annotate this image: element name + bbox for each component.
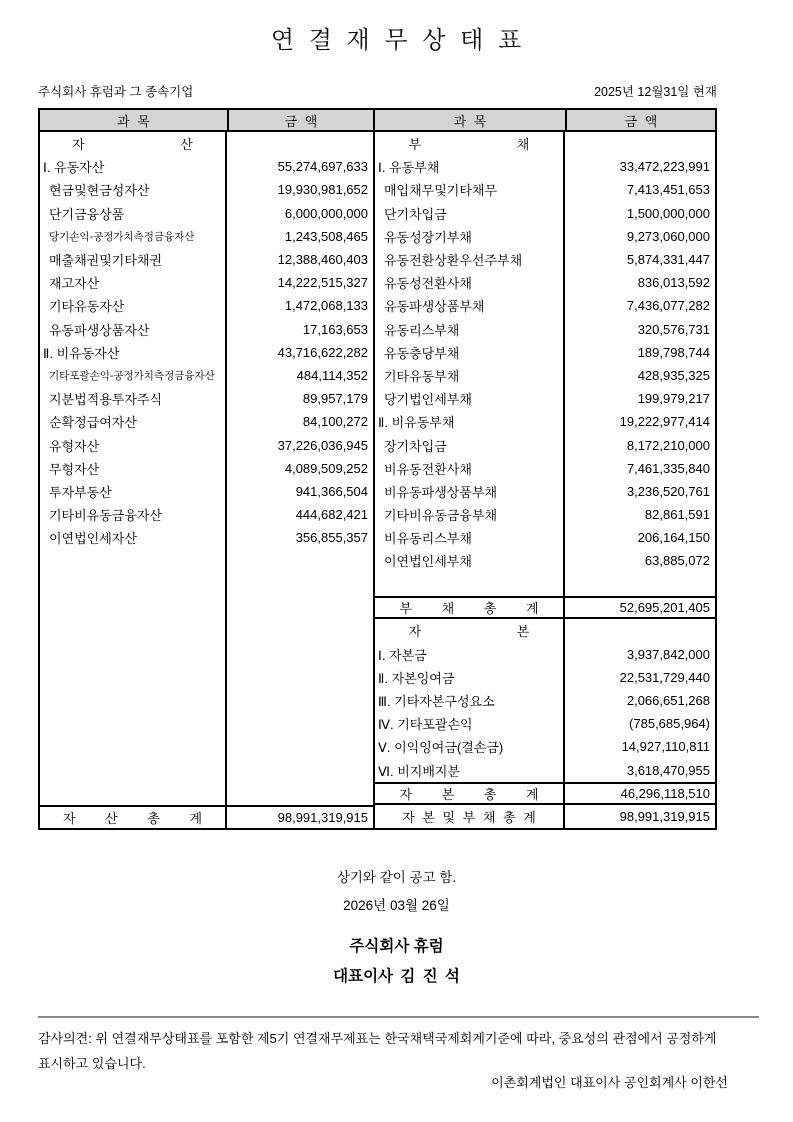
liabilities-total-row (375, 596, 715, 619)
table-row (375, 433, 715, 456)
row-label: 당기법인세부채 (375, 387, 565, 410)
row-label: 기타유동자산 (40, 294, 227, 317)
liabilities-section-header (375, 132, 715, 155)
row-value (227, 132, 373, 155)
table-row (375, 178, 715, 201)
row-value: 941,366,504 (295, 483, 368, 499)
row-value: 55,274,697,633 (277, 159, 368, 175)
table-row (375, 225, 715, 248)
row-value: 6,000,000,000 (284, 205, 368, 221)
row-value (565, 132, 715, 155)
assets-total-row (40, 805, 373, 828)
row-value: 43,716,622,282 (277, 344, 368, 360)
row-value: 1,472,068,133 (284, 298, 368, 314)
row-label: 유동성전환사채 (375, 271, 565, 294)
column-header-amount-left: 금 액 (229, 110, 375, 130)
row-label: Ⅳ. 기타포괄손익 (375, 712, 565, 735)
row-value: 37,226,036,945 (277, 437, 368, 453)
table-row (40, 294, 373, 317)
row-value (227, 549, 373, 804)
row-value: 89,957,179 (302, 391, 368, 407)
row-value: 8,172,210,000 (626, 437, 710, 453)
table-row (40, 433, 373, 456)
row-value: 206,164,150 (637, 530, 710, 546)
row-value: 22,531,729,440 (619, 669, 710, 685)
announcement-date: 2026년 03월 26일 (343, 898, 450, 913)
assets-column (40, 132, 375, 828)
row-label: 유동전환상환우선주부채 (375, 248, 565, 271)
row-value: 4,089,509,252 (284, 460, 368, 476)
row-value: 12,388,460,403 (277, 252, 368, 268)
signature-company: 주식회사 휴럼 (349, 938, 444, 955)
row-label: Ⅵ. 비지배지분 (375, 758, 565, 781)
table-row (40, 364, 373, 387)
row-label: 단기차입금 (375, 202, 565, 225)
table-row (375, 549, 715, 572)
row-label: 매입채무및기타채무 (375, 178, 565, 201)
row-value (565, 619, 715, 642)
row-value (565, 573, 715, 597)
row-value: 98,991,319,915 (619, 808, 710, 824)
assets-section-header (40, 132, 373, 155)
table-row (375, 271, 715, 294)
row-value: 7,413,451,653 (626, 182, 710, 198)
row-label: 자 산 (40, 132, 227, 155)
spacer-row (375, 573, 715, 597)
row-label: 비유동전환사채 (375, 457, 565, 480)
table-row (375, 202, 715, 225)
row-label: 이연법인세부채 (375, 549, 565, 572)
row-value: 82,861,591 (644, 507, 710, 523)
column-header-account-right: 과 목 (375, 110, 567, 130)
row-label: 투자부동산 (40, 480, 227, 503)
row-label: 이연법인세자산 (40, 526, 227, 549)
row-label: 순확정급여자산 (40, 410, 227, 433)
table-row (40, 202, 373, 225)
table-row (375, 387, 715, 410)
liabilities-equity-column (375, 132, 715, 828)
row-value: 5,874,331,447 (626, 252, 710, 268)
row-label: Ⅰ. 유동자산 (40, 155, 227, 178)
audit-opinion-text: 감사의견: 위 연결재무상태표를 포함한 제5기 연결재무제표는 한국채택국제회계기준에 따라, 중요성의 관점에서 공정하게 표시하고 있습니다. (38, 1031, 717, 1071)
table-row (40, 503, 373, 526)
table-row (375, 318, 715, 341)
table-header-row (40, 110, 715, 132)
table-row (40, 341, 373, 364)
row-label: 부 채 총 계 (375, 598, 565, 617)
row-label: Ⅴ. 이익잉여금(결손금) (375, 735, 565, 758)
row-value: 1,500,000,000 (626, 205, 710, 221)
row-label: 유동충당부채 (375, 341, 565, 364)
table-row (375, 480, 715, 503)
row-value: 484,114,352 (296, 367, 368, 383)
table-row (40, 178, 373, 201)
table-row (375, 526, 715, 549)
row-label: 자 산 총 계 (40, 807, 227, 828)
row-label: 장기차입금 (375, 433, 565, 456)
table-row (375, 294, 715, 317)
table-row (375, 364, 715, 387)
table-row (375, 248, 715, 271)
row-value: 3,236,520,761 (626, 483, 710, 499)
row-value: 189,798,744 (637, 344, 710, 360)
table-row (40, 526, 373, 549)
table-row (375, 503, 715, 526)
row-label: 자 본 및 부 채 총 계 (375, 805, 565, 828)
row-label: 유동파생상품자산 (40, 318, 227, 341)
row-value: 19,222,977,414 (619, 414, 710, 430)
row-label: 부 채 (375, 132, 565, 155)
row-label: 자 본 총 계 (375, 784, 565, 803)
row-value: 7,461,335,840 (626, 460, 710, 476)
row-value: 3,937,842,000 (626, 646, 710, 662)
row-label: 유동성장기부채 (375, 225, 565, 248)
row-value: 199,979,217 (637, 391, 710, 407)
table-row (40, 248, 373, 271)
row-value: 428,935,325 (637, 367, 710, 383)
table-row (375, 712, 715, 735)
table-row (375, 457, 715, 480)
row-value: 14,927,110,811 (621, 739, 710, 755)
row-label: Ⅰ. 자본금 (375, 643, 565, 666)
row-value: 33,472,223,991 (619, 159, 710, 175)
row-value: 19,930,981,652 (277, 182, 368, 198)
footer-divider (38, 1016, 759, 1018)
subheader (38, 82, 717, 100)
row-label: 기타포괄손익-공정가치측정금융자산 (40, 364, 227, 387)
row-value: 356,855,357 (295, 530, 368, 546)
table-row (375, 341, 715, 364)
row-value: 52,695,201,405 (619, 600, 710, 616)
spacer-row (40, 549, 373, 804)
row-value: 98,991,319,915 (277, 809, 368, 825)
equity-total-row (375, 782, 715, 805)
table-row (40, 318, 373, 341)
row-label: Ⅱ. 자본잉여금 (375, 666, 565, 689)
table-row (375, 735, 715, 758)
row-value: 3,618,470,955 (626, 762, 710, 778)
row-value: 444,682,421 (295, 507, 368, 523)
row-value: 63,885,072 (644, 553, 710, 569)
table-row (375, 410, 715, 433)
row-label: 유형자산 (40, 433, 227, 456)
row-label: Ⅱ. 비유동부채 (375, 410, 565, 433)
table-row (375, 689, 715, 712)
row-value: (785,685,964) (629, 716, 710, 732)
company-line: 주식회사 휴럼과 그 종속기업 (38, 85, 194, 99)
row-label (375, 573, 565, 597)
table-row (40, 387, 373, 410)
row-value: 7,436,077,282 (626, 298, 710, 314)
row-label: 무형자산 (40, 457, 227, 480)
row-value: 9,273,060,000 (626, 228, 710, 244)
announcement-line: 상기와 같이 공고 함. (336, 870, 457, 885)
table-row (375, 155, 715, 178)
row-label: 재고자산 (40, 271, 227, 294)
auditor-signature: 이촌회계법인 대표이사 공인회계사 이한선 (491, 1075, 728, 1090)
date-line: 2025년 12월31일 현재 (594, 85, 717, 99)
row-label: Ⅱ. 비유동자산 (40, 341, 227, 364)
row-label: 현금및현금성자산 (40, 178, 227, 201)
table-row (40, 271, 373, 294)
row-label: 기타비유동금융부채 (375, 503, 565, 526)
table-row (40, 410, 373, 433)
table-row (375, 758, 715, 781)
row-label: 유동파생상품부채 (375, 294, 565, 317)
row-label: 자 본 (375, 619, 565, 642)
signature-ceo: 대표이사 김 진 석 (333, 968, 460, 985)
column-header-amount-right: 금 액 (624, 113, 658, 129)
page-title: 연 결 재 무 상 태 표 (270, 27, 523, 54)
row-label: 매출채권및기타채권 (40, 248, 227, 271)
row-label (40, 549, 227, 804)
row-value: 2,066,651,268 (626, 692, 710, 708)
row-label: 기타비유동금융자산 (40, 503, 227, 526)
table-row (40, 457, 373, 480)
row-label: 유동리스부채 (375, 318, 565, 341)
row-label: 비유동리스부채 (375, 526, 565, 549)
row-label: 단기금융상품 (40, 202, 227, 225)
table-row (40, 155, 373, 178)
row-value: 14,222,515,327 (277, 275, 368, 291)
row-label: 지분법적용투자주식 (40, 387, 227, 410)
table-row (375, 643, 715, 666)
row-value: 320,576,731 (637, 321, 710, 337)
row-label: 당기손익-공정가치측정금융자산 (40, 225, 227, 248)
table-row (40, 480, 373, 503)
row-value: 17,163,653 (302, 321, 368, 337)
column-header-account-left: 과 목 (40, 110, 229, 130)
total-equity-liabilities-row (375, 805, 715, 828)
row-value: 84,100,272 (302, 414, 368, 430)
table-row (375, 666, 715, 689)
row-label: Ⅲ. 기타자본구성요소 (375, 689, 565, 712)
table-body (40, 132, 715, 828)
equity-section-header (375, 619, 715, 642)
row-label: 비유동파생상품부채 (375, 480, 565, 503)
balance-sheet-table (38, 108, 717, 830)
row-value: 836,013,592 (637, 275, 710, 291)
row-label: 기타유동부채 (375, 364, 565, 387)
row-label: Ⅰ. 유동부채 (375, 155, 565, 178)
row-value: 46,296,118,510 (620, 785, 710, 801)
table-row (40, 225, 373, 248)
row-value: 1,243,508,465 (284, 228, 368, 244)
